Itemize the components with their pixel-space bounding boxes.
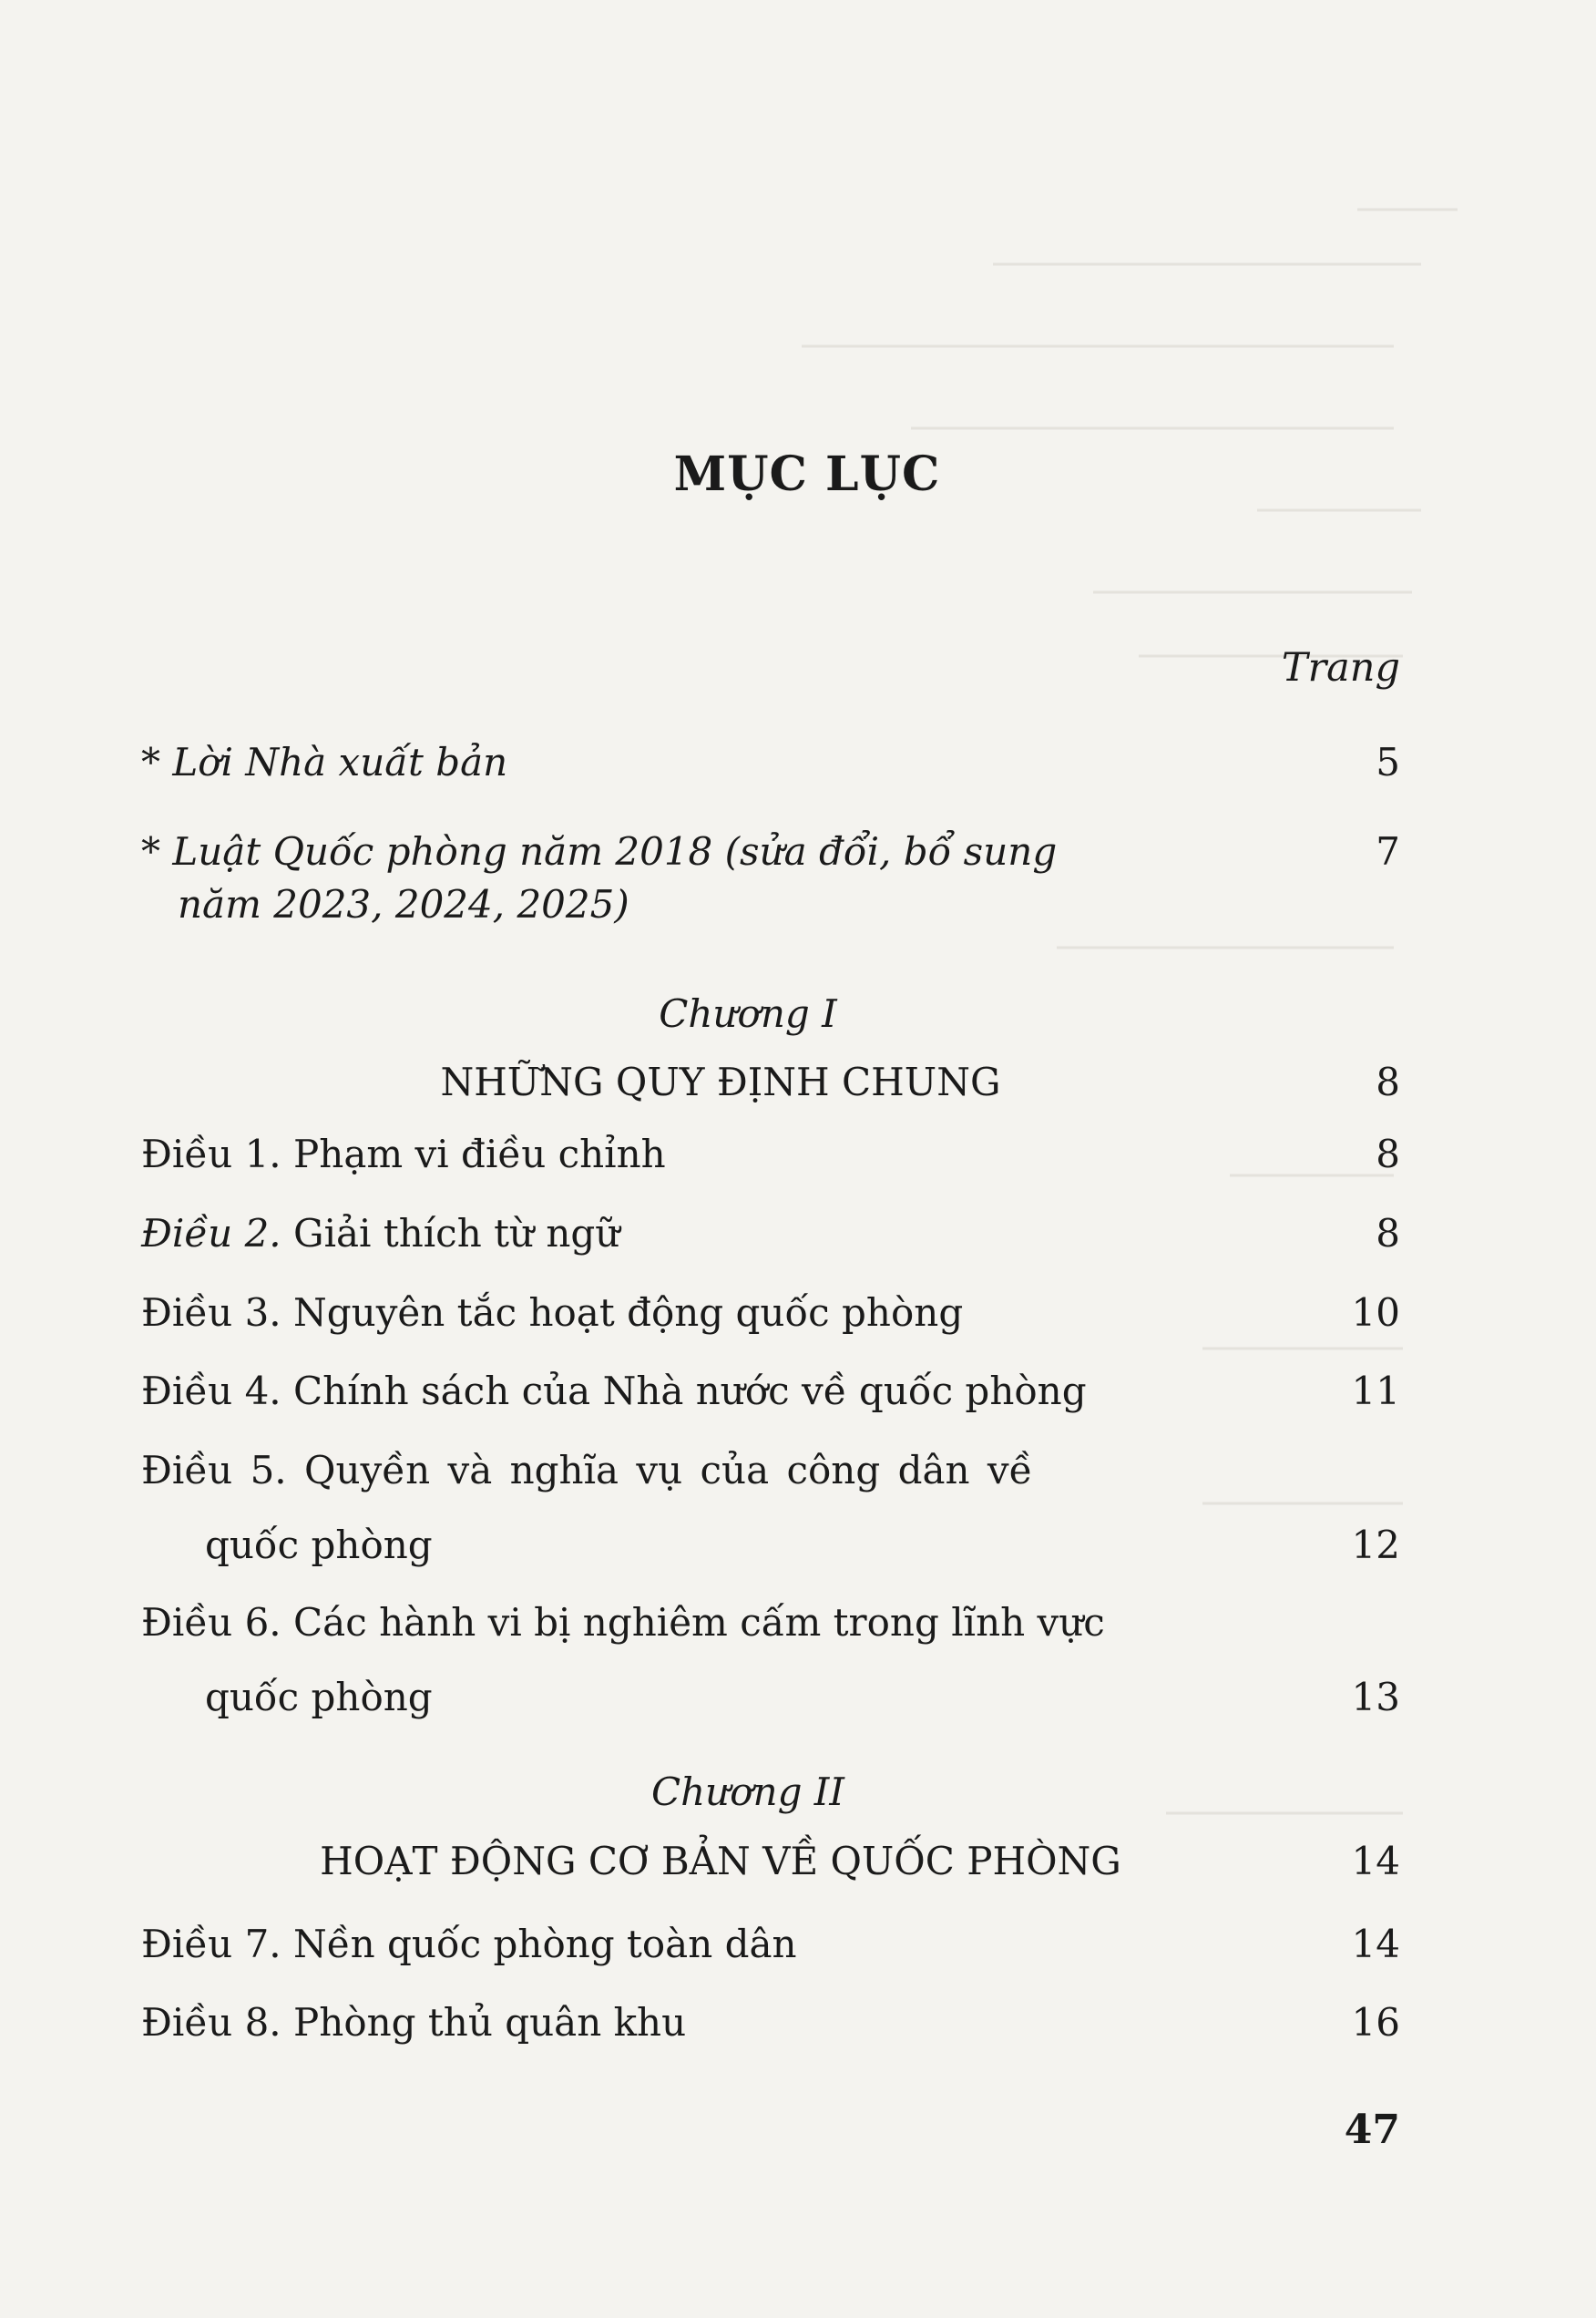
chapter-title bbox=[141, 1060, 1400, 1104]
toc-entry-article bbox=[141, 1128, 1400, 1181]
entry-text: Lời Nhà xuất bản bbox=[172, 740, 508, 785]
chapter-page: 14 bbox=[1351, 1839, 1400, 1883]
chapter-label: Chương II bbox=[651, 1769, 844, 1814]
toc-entry-article bbox=[141, 1444, 1400, 1572]
asterisk-marker: * bbox=[141, 829, 160, 874]
article-page: 10 bbox=[1351, 1290, 1400, 1335]
article-title: Phòng thủ quân khu bbox=[293, 2000, 687, 2045]
article-page: 8 bbox=[1376, 1211, 1400, 1256]
toc-entry-front-2 bbox=[141, 826, 1400, 931]
toc-entry-front-1 bbox=[141, 736, 1400, 789]
article-prefix: Điều 5. bbox=[141, 1448, 287, 1492]
chapter-label: Chương I bbox=[659, 991, 837, 1036]
page-title: MỤC LỤC bbox=[673, 446, 941, 502]
article-title: Phạm vi điều chỉnh bbox=[293, 1132, 666, 1176]
entry-page: 5 bbox=[1376, 740, 1400, 785]
article-title: Giải thích từ ngữ bbox=[293, 1211, 620, 1256]
toc-entry-article bbox=[141, 1207, 1400, 1260]
article-page: 8 bbox=[1376, 1132, 1400, 1176]
toc-entry-article bbox=[141, 1365, 1400, 1418]
toc-entry-article bbox=[141, 1918, 1400, 1971]
article-prefix: Điều 8. bbox=[141, 2000, 281, 2045]
entry-text: Luật Quốc phòng năm 2018 (sửa đổi, bổ sung bbox=[172, 829, 1058, 874]
toc-entry-article bbox=[141, 1287, 1400, 1339]
article-prefix: Điều 2. bbox=[141, 1211, 281, 1256]
article-title: Nguyên tắc hoạt động quốc phòng bbox=[293, 1290, 964, 1335]
asterisk-marker: * bbox=[141, 740, 160, 785]
article-title: Quyền và nghĩa vụ của công dân về bbox=[304, 1448, 1033, 1492]
article-prefix: Điều 7. bbox=[141, 1922, 281, 1966]
article-page: 12 bbox=[1351, 1523, 1400, 1567]
article-title: Nền quốc phòng toàn dân bbox=[293, 1922, 797, 1966]
chapter-title-text: HOẠT ĐỘNG CƠ BẢN VỀ QUỐC PHÒNG bbox=[320, 1839, 1121, 1883]
toc-entry-article bbox=[141, 1996, 1400, 2049]
article-prefix: Điều 3. bbox=[141, 1290, 281, 1335]
chapter-title-text: NHỮNG QUY ĐỊNH CHUNG bbox=[440, 1060, 1001, 1104]
article-title-continued: quốc phòng bbox=[205, 1675, 433, 1719]
article-page: 16 bbox=[1351, 2000, 1400, 2045]
page-number: 47 bbox=[1344, 2107, 1400, 2153]
article-title: Các hành vi bị nghiêm cấm trong lĩnh vực bbox=[293, 1600, 1105, 1645]
chapter-title bbox=[141, 1839, 1400, 1883]
article-page: 13 bbox=[1351, 1675, 1400, 1719]
article-page: 11 bbox=[1351, 1369, 1400, 1413]
article-prefix: Điều 1. bbox=[141, 1132, 281, 1176]
toc-entry-article bbox=[141, 1596, 1400, 1724]
entry-text-continued: năm 2023, 2024, 2025) bbox=[178, 882, 629, 927]
page-column-label: Trang bbox=[1281, 645, 1400, 691]
article-title-continued: quốc phòng bbox=[205, 1523, 433, 1567]
article-prefix: Điều 6. bbox=[141, 1600, 281, 1645]
article-prefix: Điều 4. bbox=[141, 1369, 281, 1413]
chapter-page: 8 bbox=[1376, 1060, 1400, 1104]
entry-page: 7 bbox=[1376, 829, 1400, 874]
article-title: Chính sách của Nhà nước về quốc phòng bbox=[293, 1369, 1087, 1413]
article-page: 14 bbox=[1351, 1922, 1400, 1966]
